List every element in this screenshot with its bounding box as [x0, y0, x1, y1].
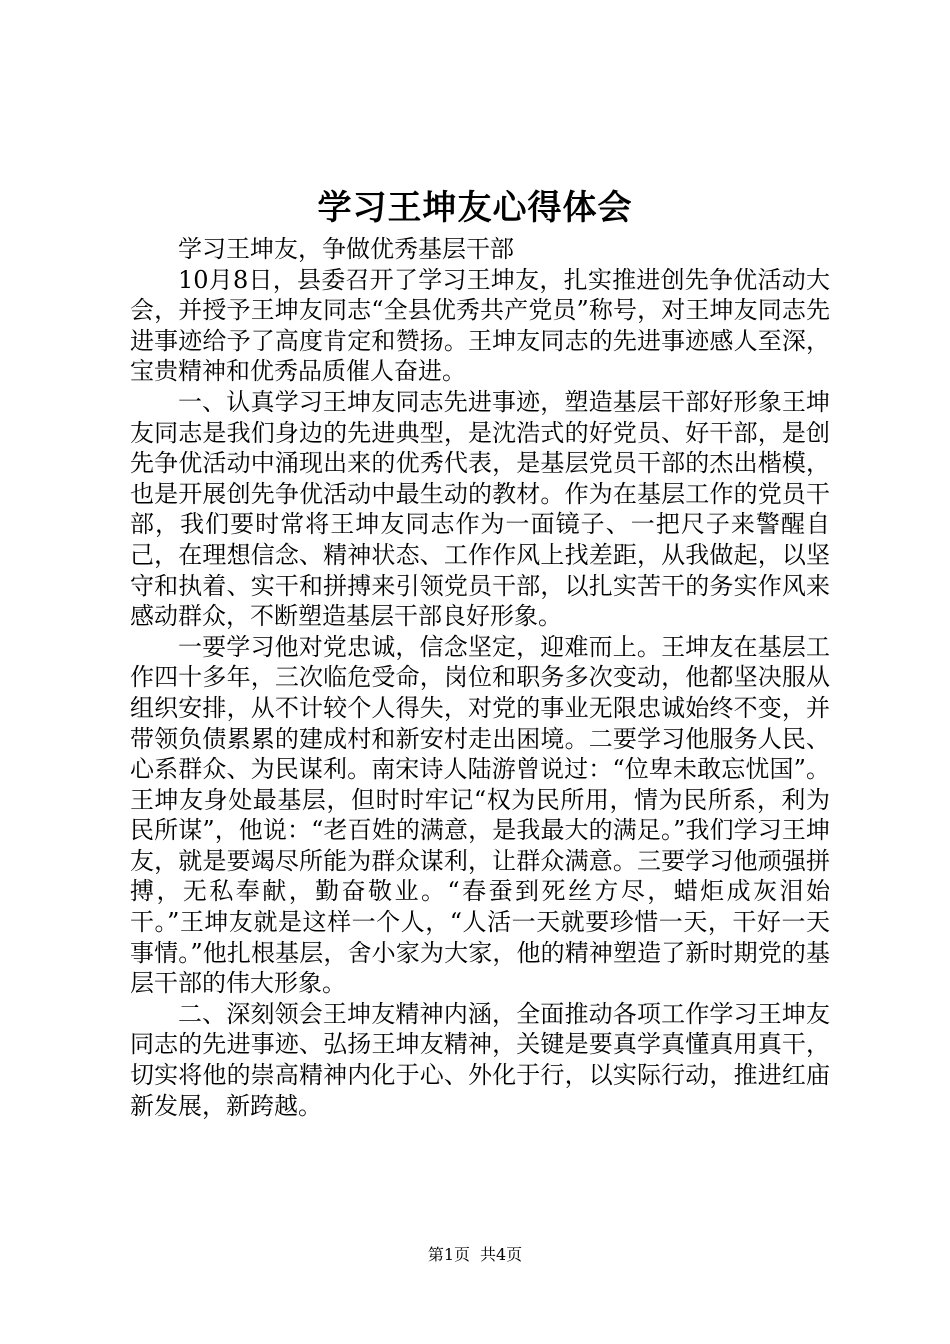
page-total: 共4页 [480, 1245, 523, 1264]
paragraph-intro: 10月8日，县委召开了学习王坤友，扎实推进创先争优活动大会，并授予王坤友同志“全县优秀共产党员”称号，对王坤友同志先进事迹给予了高度肯定和赞扬。王坤友同志的先进事迹感人至深，宝贵精神和优秀品质催人奋进。 [130, 265, 830, 386]
page-number: 第1页 [427, 1245, 470, 1264]
document-title: 学习王坤友心得体会 [317, 188, 633, 228]
paragraph-section-two: 二、深刻领会王坤友精神内涵，全面推动各项工作学习王坤友同志的先进事迹、弘扬王坤友精神，关键是要真学真懂真用真干，切实将他的崇高精神内化于心、外化于行，以实际行动，推进红庙新发展，新跨越。 [130, 999, 830, 1120]
document-body [130, 234, 830, 1121]
page-footer [0, 1244, 950, 1266]
paragraph-subtitle: 学习王坤友，争做优秀基层干部 [178, 235, 514, 263]
paragraph-learning-points: 一要学习他对党忠诚，信念坚定，迎难而上。王坤友在基层工作四十多年，三次临危受命，岗位和职务多次变动，他都坚决服从组织安排，从不计较个人得失，对党的事业无限忠诚始终不变，并带领负债累累的建成村和新安村走出困境。二要学习他服务人民、心系群众、为民谋利。南宋诗人陆游曾说过：“位卑未敢忘忧国”。王坤友身处最基层，但时时牢记“权为民所用，情为民所系，利为民所谋”，他说：“老百姓的满意，是我最大的满足。”我们学习王坤友，就是要竭尽所能为群众谋利，让群众满意。三要学习他顽强拼搏，无私奉献，勤奋敬业。“春蚕到死丝方尽，蜡炬成灰泪始干。”王坤友就是这样一个人，“人活一天就要珍惜一天，干好一天事情。”他扎根基层，舍小家为大家，他的精神塑造了新时期党的基层干部的伟大形象。 [130, 632, 830, 998]
paragraph-section-one: 一、认真学习王坤友同志先进事迹，塑造基层干部好形象王坤友同志是我们身边的先进典型，是沈浩式的好党员、好干部，是创先争优活动中涌现出来的优秀代表，是基层党员干部的杰出楷模，也是开展创先争优活动中最生动的教材。作为在基层工作的党员干部，我们要时常将王坤友同志作为一面镜子、一把尺子来警醒自己，在理想信念、精神状态、工作作风上找差距，从我做起，以坚守和执着、实干和拼搏来引领党员干部，以扎实苦干的务实作风来感动群众，不断塑造基层干部良好形象。 [130, 387, 830, 631]
